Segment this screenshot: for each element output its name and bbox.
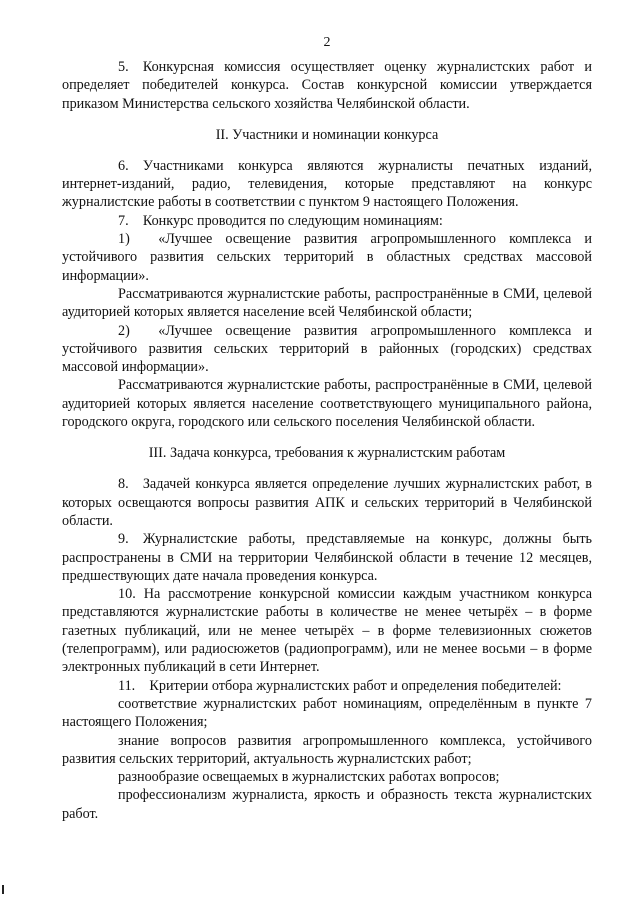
nomination-2: 2) «Лучшее освещение развития агропромышленного комплекса и устойчивого развития сельских территорий в районных (городских) средствах массовой информации». [62, 322, 592, 376]
paragraph-7: 7. Конкурс проводится по следующим номинациям: [118, 212, 443, 229]
page-number: 2 [323, 35, 331, 50]
nomination-2-description: Рассматриваются журналистские работы, распространённые в СМИ, целевой аудиторией которых является население соответствующего муниципального района, городского округа, городского или сельского поселения Челябинской области. [62, 377, 592, 431]
paragraph-5: 5. Конкурсная комиссия осуществляет оценку журналистских работ и определяет победителей конкурса. Состав конкурсной комиссии утверждается приказом Министерства сельского хозяйства Челябинской области. [62, 59, 592, 112]
paragraph-11: 11. Критерии отбора журналистских работ и определения победителей: [118, 677, 562, 694]
paragraph-9: 9. Журналистские работы, представляемые на конкурс, должны быть распространены в СМИ на территории Челябинской области в течение 12 месяцев, предшествующих дате начала проведения конкурса. [62, 531, 592, 584]
criterion-3: разнообразие освещаемых в журналистских работах вопросов; [118, 769, 500, 786]
scan-edge-mark [2, 885, 4, 894]
paragraph-8: 8. Задачей конкурса является определение лучших журналистских работ, в которых освещаются вопросы развития АПК и сельских территорий в Челябинской области. [62, 476, 592, 529]
nomination-1-description: Рассматриваются журналистские работы, распространённые в СМИ, целевой аудиторией которых является население всей Челябинской области; [62, 285, 592, 321]
criterion-1: соответствие журналистских работ номинациям, определённым в пункте 7 настоящего Положения; [62, 695, 592, 731]
criterion-2: знание вопросов развития агропромышленного комплекса, устойчивого развития сельских территорий, актуальность журналистских работ; [62, 732, 592, 767]
paragraph-10: 10. На рассмотрение конкурсной комиссии каждым участником конкурса представляются журналистские работы в количестве не менее четырёх – в форме газетных публикаций, или не менее четырёх – в форме телевизионных сюжетов (телепрограмм), или радиосюжетов (радиопрограмм), или не менее восьми – в форме электронных публикаций в сети Интернет. [62, 586, 592, 676]
section-3-heading: III. Задача конкурса, требования к журналистским работам [148, 445, 506, 462]
paragraph-6: 6. Участниками конкурса являются журналисты печатных изданий, интернет-изданий, радио, телевидения, которые представляют на конкурс журналистские работы в соответствии с пунктом 9 настоящего Положения. [62, 157, 592, 211]
nomination-1: 1) «Лучшее освещение развития агропромышленного комплекса и устойчивого развития сельских территорий в областных средствах массовой информации». [62, 231, 592, 284]
section-2-heading: II. Участники и номинации конкурса [215, 126, 439, 143]
criterion-4: профессионализм журналиста, яркость и образность текста журналистских работ. [62, 787, 592, 822]
